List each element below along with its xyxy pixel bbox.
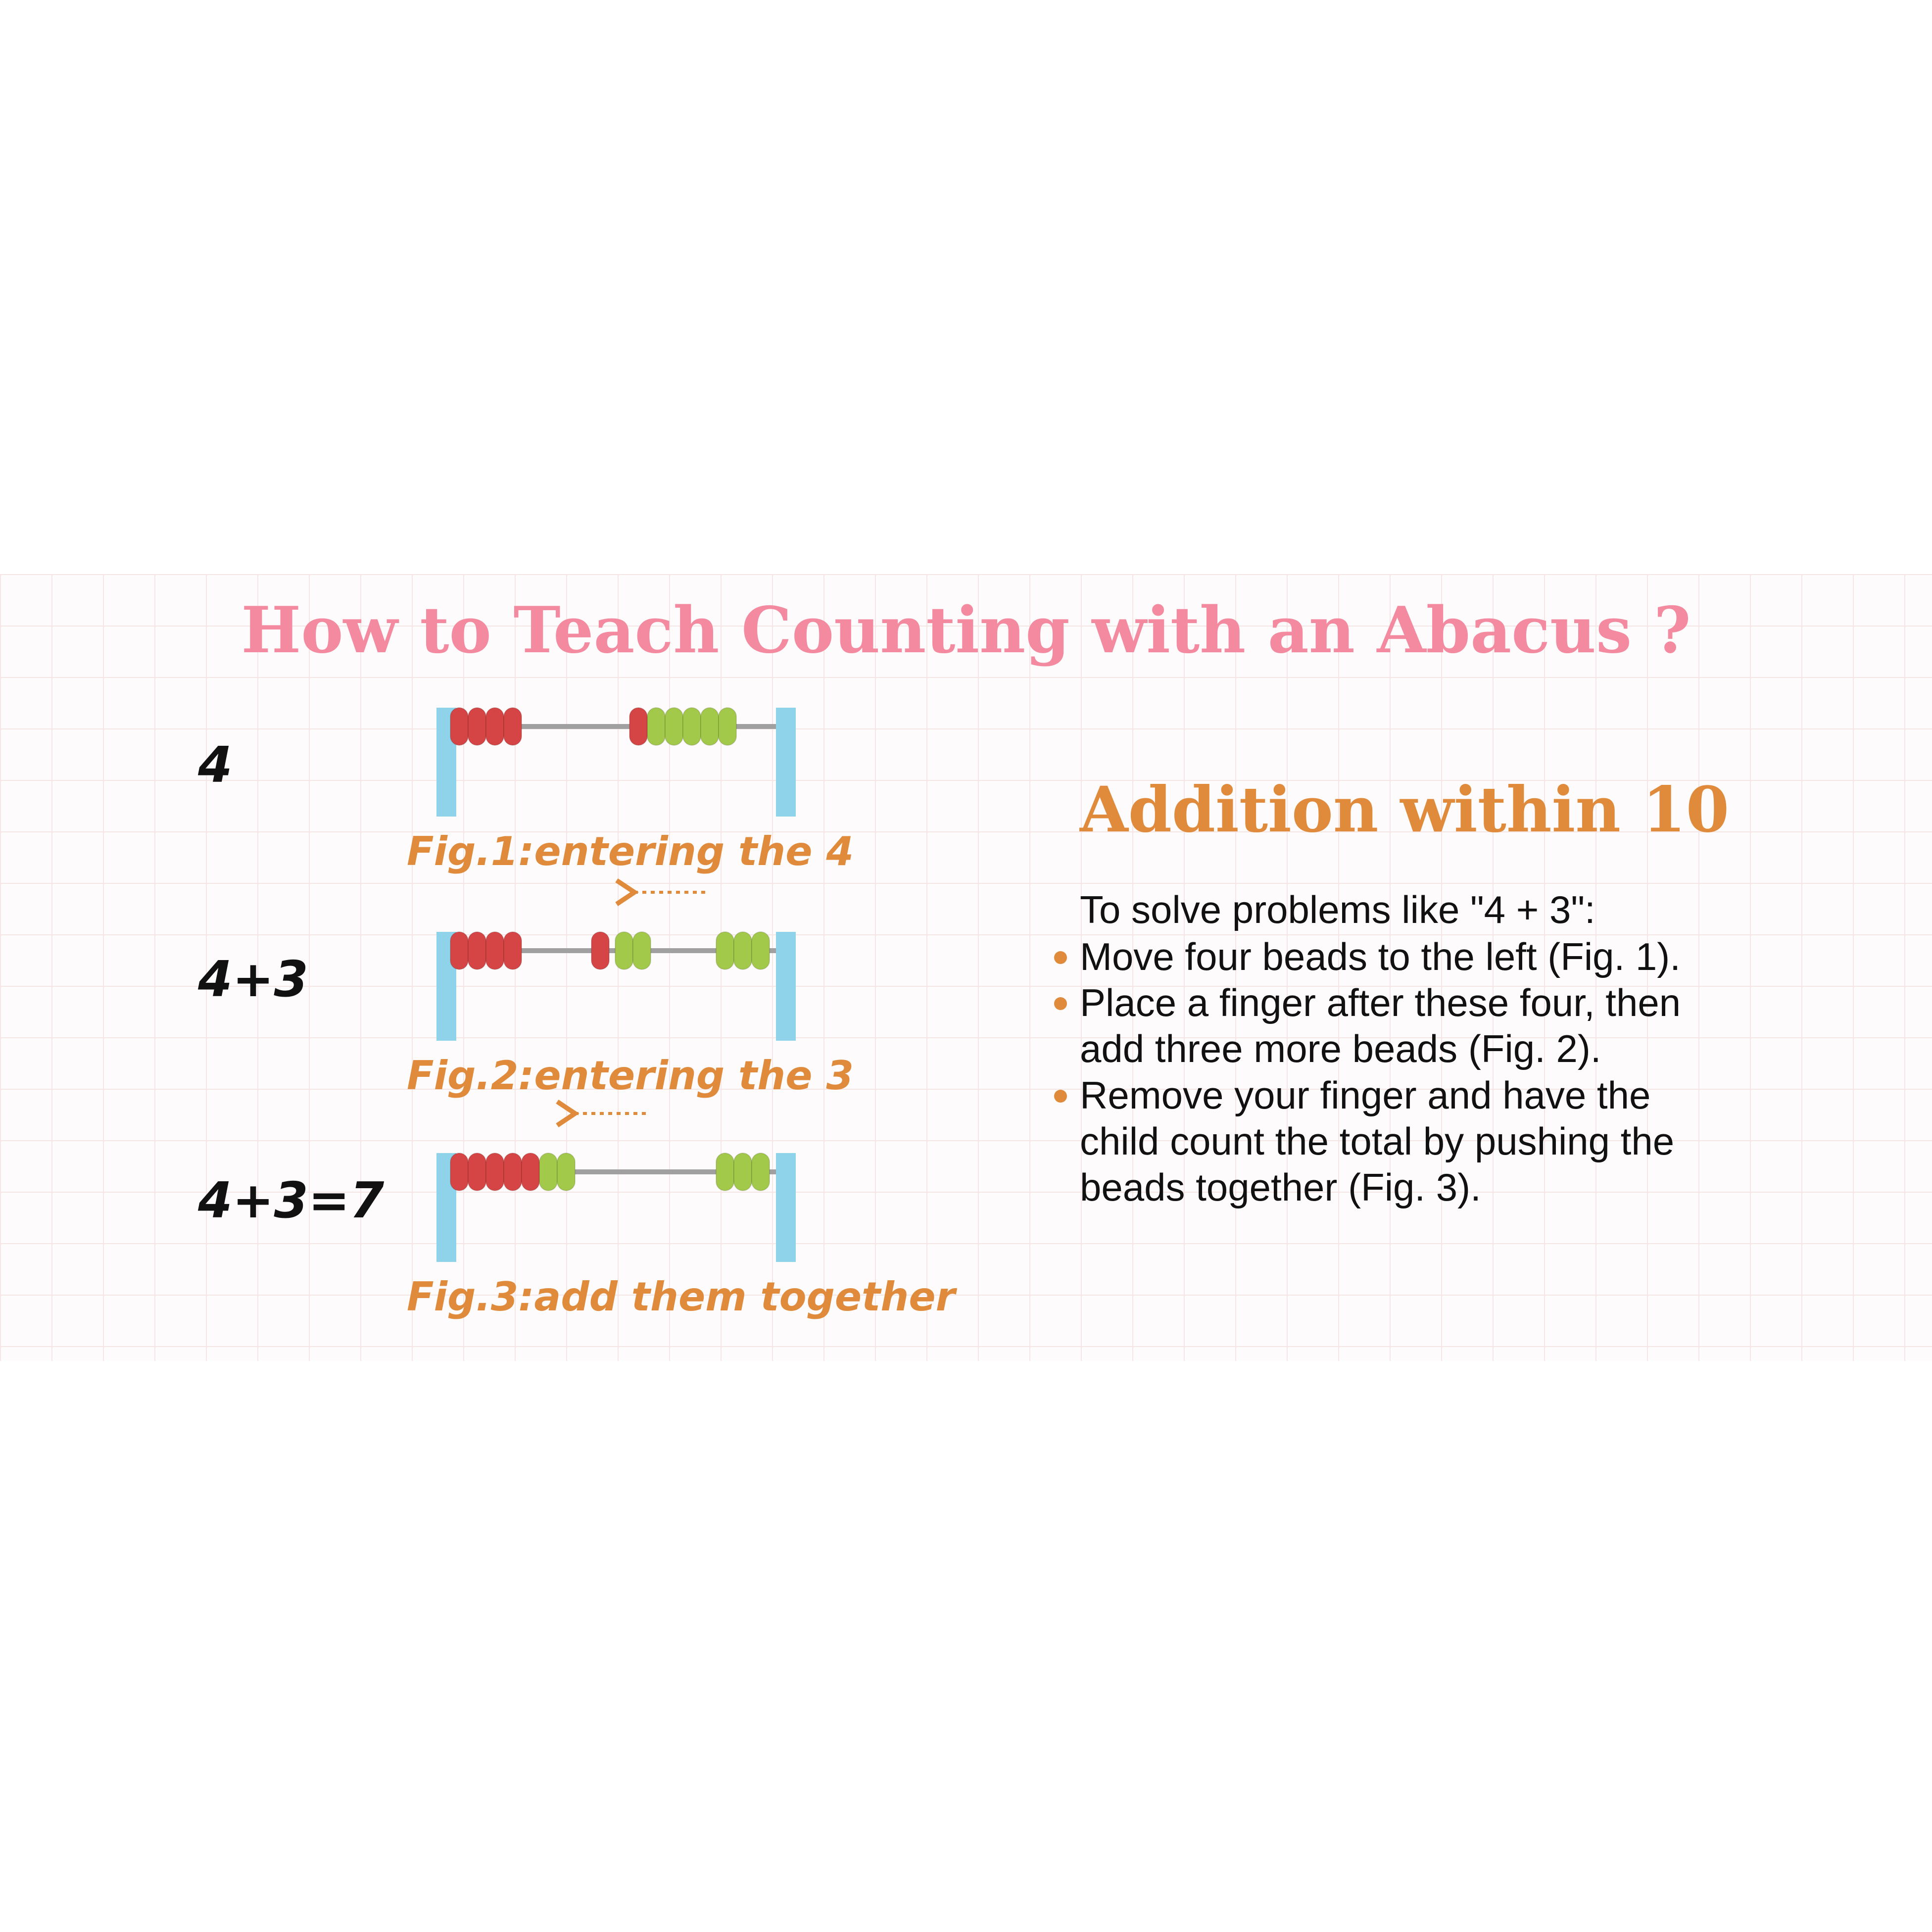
- abacus-frame-right: [776, 1153, 796, 1262]
- bullet-dot: [1054, 997, 1067, 1010]
- page-title: How to Teach Counting with an Abacus ?: [241, 593, 1691, 668]
- abacus-bead: [633, 932, 651, 969]
- abacus-bead: [557, 1153, 575, 1191]
- bullet-text-line: beads together (Fig. 3).: [1080, 1165, 1481, 1209]
- bullet-item: [1054, 935, 1681, 978]
- abacus-bead: [486, 1153, 504, 1191]
- abacus-bead: [716, 1153, 734, 1191]
- abacus-bead: [504, 1153, 522, 1191]
- abacus-bead: [734, 932, 752, 969]
- abacus-bead: [468, 708, 486, 745]
- figure-caption: Fig.1:entering the 4: [407, 828, 854, 874]
- abacus-bead: [615, 932, 633, 969]
- abacus-bead: [683, 708, 701, 745]
- abacus-bead: [719, 708, 736, 745]
- figure-caption: Fig.3:add them together: [407, 1274, 956, 1320]
- abacus-frame-right: [776, 708, 796, 817]
- abacus-bead: [647, 708, 665, 745]
- bullet-text-line: add three more beads (Fig. 2).: [1080, 1027, 1601, 1070]
- abacus-bead: [629, 708, 647, 745]
- bullet-dot: [1054, 1090, 1067, 1103]
- equation-label: 4+3=7: [198, 1171, 385, 1229]
- figure-caption: Fig.2:entering the 3: [407, 1053, 854, 1099]
- abacus-bead: [701, 708, 719, 745]
- abacus-bead: [486, 708, 504, 745]
- bullet-text-line: child count the total by pushing the: [1080, 1119, 1675, 1163]
- abacus-bead: [504, 708, 522, 745]
- abacus-bead: [539, 1153, 557, 1191]
- abacus-bead: [450, 1153, 468, 1191]
- abacus-bead: [450, 932, 468, 969]
- section-heading: Addition within 10: [1080, 773, 1730, 846]
- abacus-bead: [716, 932, 734, 969]
- abacus-bead: [468, 932, 486, 969]
- section-intro: To solve problems like "4 + 3":: [1080, 888, 1595, 931]
- abacus-bead: [665, 708, 683, 745]
- equation-label: 4: [198, 736, 233, 794]
- abacus-bead: [522, 1153, 539, 1191]
- abacus-bead: [468, 1153, 486, 1191]
- bullet-text-line: Move four beads to the left (Fig. 1).: [1080, 935, 1681, 978]
- bullet-text-line: Place a finger after these four, then: [1080, 981, 1681, 1024]
- abacus-bead: [504, 932, 522, 969]
- bullet-text-line: Remove your finger and have the: [1080, 1073, 1651, 1117]
- equation-label: 4+3: [198, 950, 308, 1008]
- abacus-bead: [486, 932, 504, 969]
- abacus-bead: [752, 1153, 770, 1191]
- bullet-dot: [1054, 951, 1067, 964]
- abacus-bead: [591, 932, 609, 969]
- abacus-bead: [450, 708, 468, 745]
- abacus-bead: [752, 932, 770, 969]
- abacus-frame-right: [776, 932, 796, 1041]
- abacus-bead: [734, 1153, 752, 1191]
